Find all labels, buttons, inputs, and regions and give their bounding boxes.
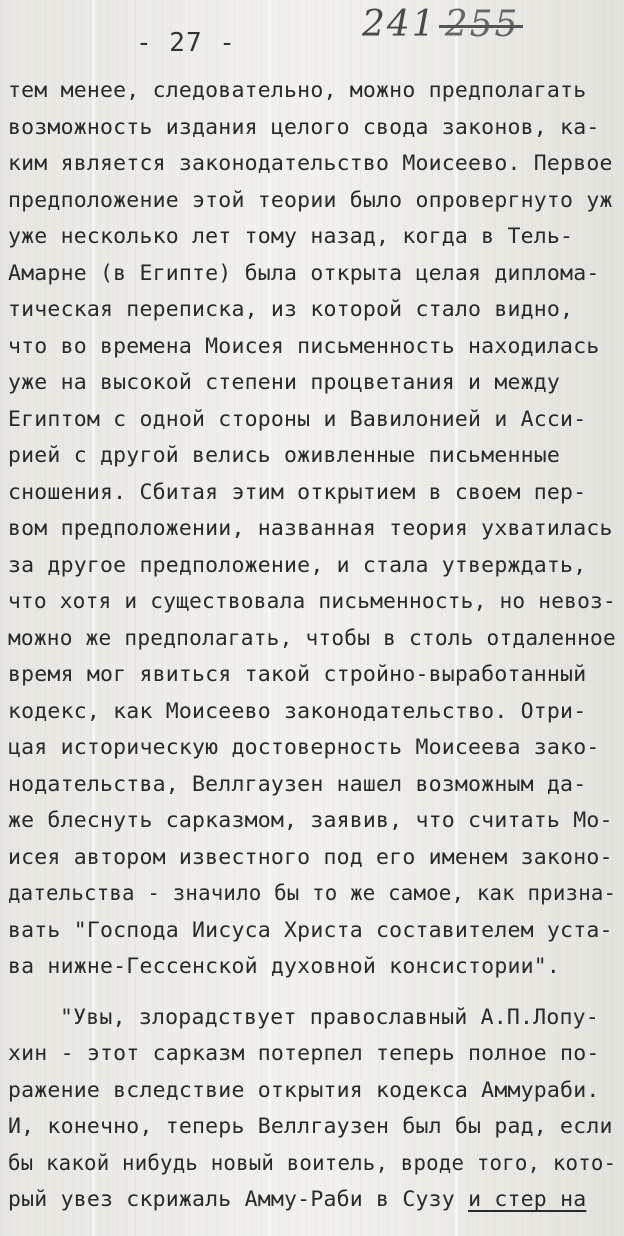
archive-number: 241 (362, 4, 437, 45)
text-line: вом предположении, названная теория ухватилась (8, 516, 613, 541)
text-line: ражение вследствие открытия кодекса Аммураби. (8, 1077, 600, 1103)
text-line: бы какой нибудь новый воитель, вроде того, кото- (8, 1150, 617, 1176)
text-line: можно же предполагать, чтобы в столь отдаленное (8, 625, 616, 651)
text-line-last (8, 1187, 586, 1212)
text-line: ва нижне-Гессенской духовной консистории". (8, 954, 561, 979)
text-line: цая историческую достоверность Моисеева зако- (8, 735, 600, 760)
text-line: что во времена Моисея письменность находилась (8, 333, 600, 359)
text-line: возможность издания целого свода законов, ка- (8, 114, 600, 140)
text-line: дательства - значило бы то же самое, как призна- (8, 881, 617, 906)
page-number: - 27 - (136, 28, 236, 58)
text-line: сношения. Сбитая этим открытием в своем пер- (8, 479, 587, 505)
text-line: "Увы, злорадствует православный А.П.Лопу- (60, 1004, 599, 1030)
underlined-text: и стер на (468, 1187, 587, 1212)
text-line: что хотя и существовала письменность, но невоз- (8, 589, 616, 614)
text-line: тем менее, следовательно, можно предполагать (8, 78, 587, 103)
text-line: ким является законодательство Моисеево. Первое (8, 151, 613, 176)
text-line-part: рый увез скрижаль Амму-Раби в Сузу (8, 1187, 455, 1212)
text-line: уже на высокой степени процветания и между (8, 370, 561, 395)
text-line: нодательства, Веллгаузен нашел возможным да- (8, 771, 587, 797)
text-line: Амарне (в Египте) была открыта целая диплома- (8, 260, 600, 286)
text-line: уже несколько лет тому назад, когда в Тель- (8, 224, 574, 249)
text-line: кодекс, как Моисеево законодательство. Отри- (8, 698, 587, 724)
text-line: Египтом с одной стороны и Вавилонией и Асси- (8, 406, 587, 432)
space (455, 1187, 468, 1212)
text-line: за другое предположение, и стала утверждать, (8, 552, 587, 578)
text-line: И, конечно, теперь Веллгаузен был бы рад, если (8, 1114, 613, 1139)
text-line: рией с другой велись оживленные письменные (8, 443, 561, 468)
text-line: исея автором известного под его именем законо- (8, 844, 613, 870)
archive-number-struck: 255 (444, 4, 520, 45)
text-line: предположение этой теории было опровергнуто уж (8, 187, 613, 213)
text-line: же блеснуть сарказмом, заявив, что считать Мо- (8, 808, 613, 833)
text-line: тическая переписка, из которой стало видно, (8, 297, 574, 322)
text-line: хин - этот сарказм потерпел теперь полное по- (8, 1041, 600, 1066)
text-line: время мог явиться такой стройно-выработанный (8, 662, 587, 687)
text-line: вать "Господа Иисуса Христа составителем уста- (8, 917, 613, 943)
